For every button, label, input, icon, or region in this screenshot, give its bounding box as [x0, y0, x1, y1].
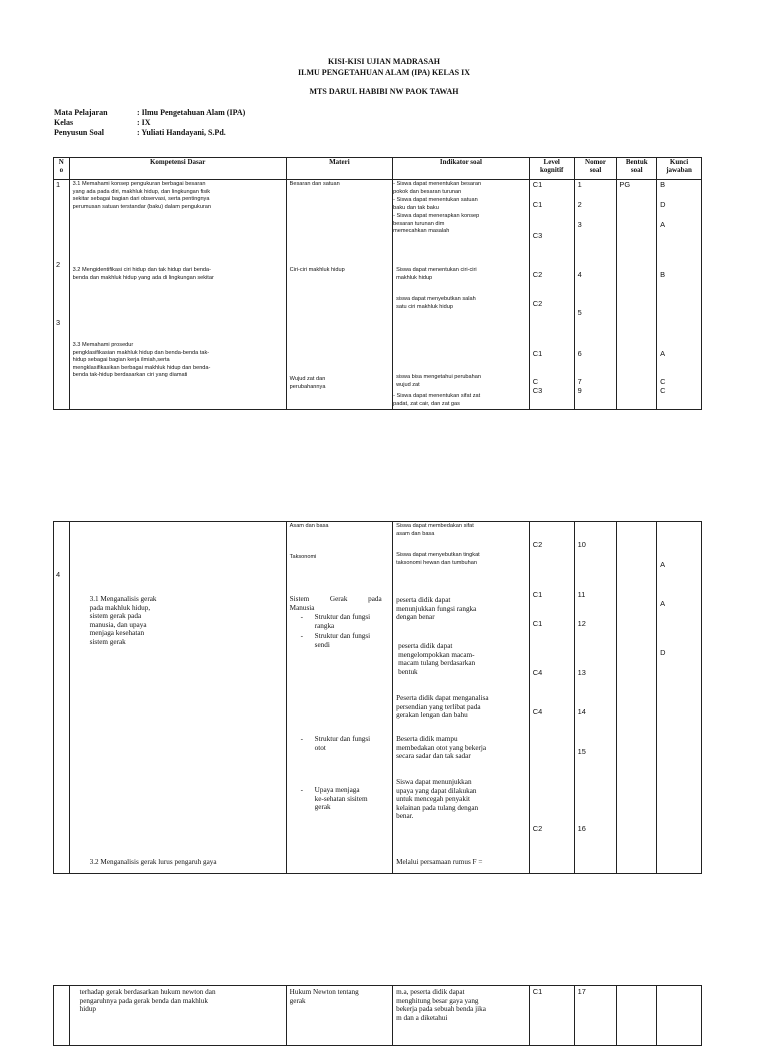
r4-l1: Beserta didik mampu [396, 735, 458, 743]
level-6: C1 [532, 349, 543, 358]
doc-title-1: KISI-KISI UJIAN MADRASAH [327, 57, 440, 66]
col-no [54, 158, 70, 180]
sub1-l2: rangka [314, 621, 335, 630]
kisi-table-2 [53, 521, 702, 874]
indikator-persendian [396, 694, 488, 720]
cell-level [529, 180, 574, 410]
indikator-5 [396, 296, 476, 311]
nomor-11: 11 [577, 590, 586, 599]
kd-3-3 [73, 342, 211, 380]
cell-kd [69, 180, 286, 410]
r3-l1: Peserta didik dapat menganalisa [396, 694, 489, 702]
dash-3: - [300, 735, 304, 743]
r2-l3: macam tulang berdasarkan [398, 659, 476, 668]
r3-l2: persendian yang terlibat pada [396, 702, 481, 711]
kd-newton [80, 988, 216, 1014]
t2-ind2-l1: Siswa dapat menyebutkan tingkat [396, 552, 480, 558]
materi-3 [290, 376, 326, 391]
nomor-10: 10 [577, 540, 586, 549]
level-8: C3 [532, 386, 543, 395]
kd-3-1-l4: perumusan satuan terstandar (baku) dalam pengukuran [72, 203, 212, 210]
ind-1-l2: pokok dan besaran turunan [393, 188, 462, 195]
kd31-l4: manusia, dan upaya [89, 620, 147, 629]
indikator-asam-basa [396, 523, 474, 538]
r1-l1: peserta didik dapat [396, 596, 451, 604]
t3-m-l1: Hukum Newton tentang [289, 988, 359, 996]
ind-7-l1: - Siswa dapat menentukan sifat zat [393, 393, 481, 399]
indikator-rangka [396, 596, 476, 622]
table-row [54, 180, 702, 410]
dash-1: - [300, 613, 304, 621]
level-5: C2 [532, 299, 543, 308]
kisi-table-1 [53, 157, 702, 410]
col-kd: Kompetensi Dasar [69, 158, 286, 180]
materi-1: Besaran dan satuan [289, 181, 340, 187]
kd-3-2-gaya: 3.2 Menganalisis gerak lurus pengaruh gaya [89, 858, 217, 866]
cell-kunci [657, 522, 702, 874]
cell-nomor [574, 180, 617, 410]
meta-label-kelas: Kelas [54, 118, 74, 127]
kunci-a-2: A [660, 599, 665, 608]
meta-label-penyusun: Penyusun Soal [54, 128, 105, 137]
dash-4: - [300, 786, 304, 794]
kunci-2: D [660, 200, 666, 209]
cell-nomor [574, 522, 617, 874]
col-level-b: kognitif [540, 166, 564, 174]
kunci-1: B [660, 180, 665, 189]
col-no-a: N [58, 158, 64, 166]
t2-ind1-l2: asam dan basa [396, 530, 435, 537]
sub4-l2: ke-sehatan sisitem [314, 794, 368, 803]
materi-otot [315, 735, 371, 752]
kd-3-2-l2: benda dan makhluk hidup yang ada di lingkungan sekitar [72, 274, 214, 281]
nomor-2: 2 [577, 200, 582, 209]
ind-5-l1: siswa dapat menyebutkan salah [396, 296, 476, 302]
cell-indikator [393, 522, 530, 874]
r5-l3: untuk mencegah penyakit [396, 795, 470, 804]
kd31-l5: menjaga kesehatan [89, 629, 145, 638]
materi-sendi [315, 632, 371, 649]
table-row [54, 986, 702, 1046]
cell-kd [69, 522, 286, 874]
doc-title-2: ILMU PENGETAHUAN ALAM (IPA) KELAS IX [298, 68, 470, 77]
kd-3-1-l1: 3.1 Memahami konsep pengukuran berbagai besaran [72, 181, 206, 187]
r1-l3: dengan benar [396, 613, 435, 622]
ind-3-l1: - Siswa dapat menerapkan konsep [393, 213, 480, 219]
ind-1-l1: - Siswa dapat menentukan besaran [393, 181, 482, 187]
r1-l2: menunjukkan fungsi rangka [396, 604, 477, 613]
materi-2: Ciri-ciri makhluk hidup [289, 267, 345, 273]
cell-bentuk [617, 986, 657, 1046]
r5-l2: upaya yang dapat dilakukan [396, 786, 477, 795]
kunci-6: A [660, 349, 665, 358]
level-11: C1 [532, 590, 543, 599]
r4-l2: membedakan otot yang bekerja [396, 743, 487, 752]
indikator-7 [393, 393, 480, 408]
kd-3-1-gerak [90, 595, 157, 647]
cell-kunci [657, 986, 702, 1046]
cell-no [54, 522, 70, 874]
indikator-6 [396, 374, 481, 389]
kd-3-3-l3: hidup sebagai bagian kerja ilmiah,serta [72, 357, 170, 364]
cell-level [529, 522, 574, 874]
sg-w3: pada [368, 595, 382, 603]
indikator-2 [393, 197, 478, 212]
col-materi: Materi [286, 158, 392, 180]
sub2-l2: sendi [314, 640, 330, 649]
table-header-row [54, 158, 702, 180]
col-bentuk-b: soal [630, 166, 643, 174]
t3-m-l2: gerak [289, 996, 306, 1005]
kd31-l1: 3.1 Menganalisis gerak [89, 595, 157, 603]
meta-value-kelas: : IX [137, 118, 151, 127]
sistem-gerak-line [290, 595, 382, 604]
ind-6-l1: siswa bisa mengetahui perubahan [396, 374, 481, 380]
kd31-l3: sistem gerak pada [89, 612, 142, 621]
nomor-1: 1 [577, 180, 582, 189]
level-1: C1 [532, 180, 543, 189]
indikator-4 [396, 267, 477, 282]
sub3-l2: otot [314, 743, 326, 752]
cell-level [529, 986, 574, 1046]
r2-l2: mengelompokkan macam- [398, 650, 475, 659]
level-12: C1 [532, 619, 543, 628]
level-10: C2 [532, 540, 543, 549]
kd-3-1-l2: yang ada pada diri, makhluk hidup, dan lingkungan fisik [72, 188, 211, 195]
meta-label-mapel: Mata Pelajaran [54, 108, 108, 117]
col-nomor-b: soal [589, 166, 602, 174]
doc-title-3: MTS DARUL HABIBI NW PAOK TAWAH [309, 87, 459, 96]
kd-3-3-l1: 3.3 Memahami prosedur [72, 342, 134, 348]
materi-newton [290, 988, 359, 1005]
cell-bentuk [617, 522, 657, 874]
no-2: 2 [56, 260, 61, 269]
meta-value-mapel: : Ilmu Pengetahuan Alam (IPA) [137, 108, 246, 117]
materi-3-l2: perubahannya [289, 383, 326, 390]
cell-indikator [393, 986, 530, 1046]
nomor-16: 16 [577, 824, 586, 833]
sub4-l3: gerak [314, 803, 331, 812]
t2-ind2-l2: taksonomi hewan dan tumbuhan [396, 559, 477, 566]
t3-ind-l1: m.a, peserta didik dapat [396, 988, 465, 996]
col-bentuk-a: Bentuk [625, 158, 648, 166]
kd-3-3-l5: benda tak-hidup berdasarkan ciri yang diamati [72, 372, 188, 379]
sg-w1: Sistem [289, 595, 310, 603]
ind-4-l1: Siswa dapat menentukan ciri-ciri [396, 267, 477, 273]
t3-ind-l4: m dan a diketahui [396, 1013, 448, 1022]
kd-3-2-l1: 3.2 Mengidentifikasi ciri hidup dan tak hidup dari benda- [72, 267, 212, 273]
level-16: C2 [532, 824, 543, 833]
r5-l4: kelainan pada tulang dengan [396, 803, 479, 812]
nomor-14: 14 [577, 707, 586, 716]
nomor-6: 6 [577, 349, 582, 358]
kisi-table-3 [53, 985, 702, 1046]
kd31-l2: pada makhluk hidup, [89, 603, 151, 612]
nomor-4: 4 [577, 270, 582, 279]
r4-l3: secara sadar dan tak sadar [396, 752, 471, 761]
cell-indikator [393, 180, 530, 410]
indikator-upaya [396, 778, 478, 821]
t2-ind1-l1: Siswa dapat membedakan sifat [396, 523, 474, 529]
r2-l1: peserta didik dapat [398, 642, 453, 650]
nomor-17: 17 [577, 987, 586, 996]
kd-3-3-l4: mengklasifikasikan berbagai makhluk hidup dan benda- [72, 364, 211, 371]
level-17: C1 [532, 987, 543, 996]
col-level [529, 158, 574, 180]
cell-kunci [657, 180, 702, 410]
r5-l5: benar. [396, 812, 414, 821]
ind-3-l2: besaran turunan dim [393, 220, 445, 227]
no-1: 1 [56, 180, 61, 189]
kd31-l6: sistem gerak [89, 637, 126, 646]
ind-2-l2: baku dan tak baku [393, 204, 439, 211]
cell-nomor [574, 986, 617, 1046]
sub1-l1: Struktur dan fungsi [314, 613, 371, 621]
bentuk-1: PG [619, 180, 631, 189]
indikator-rumus: Melalui persamaan rumus F = [396, 858, 483, 866]
nomor-12: 12 [577, 619, 586, 628]
ind-4-l2: makhluk hidup [396, 274, 433, 281]
level-4: C2 [532, 270, 543, 279]
nomor-3: 3 [577, 220, 582, 229]
cell-materi [286, 986, 392, 1046]
cell-no [54, 180, 70, 410]
t3-ind-l2: menghitung besar gaya yang [396, 996, 479, 1005]
ind-6-l2: wujud zat [396, 381, 420, 388]
kunci-3: A [660, 220, 665, 229]
kd-3-1-l3: sekitar sebagai bagian dari observasi, serta pentingnya [72, 196, 210, 203]
col-indikator: Indikator soal [393, 158, 530, 180]
t3-kd-l3: hidup [79, 1005, 97, 1014]
sub2-l1: Struktur dan fungsi [314, 632, 371, 640]
t3-kd-l2: pengaruhnya pada gerak benda dan makhluk [79, 996, 208, 1005]
materi-upaya [315, 786, 368, 812]
materi-3-l1: Wujud zat dan [289, 376, 326, 382]
kunci-a-1: A [660, 560, 665, 569]
col-level-a: Level [543, 158, 560, 166]
col-no-b: o [59, 166, 64, 174]
cell-materi [286, 180, 392, 410]
t3-ind-l3: bekerja pada sebuah benda jika [396, 1005, 486, 1014]
indikator-3 [393, 213, 479, 236]
kunci-7: C [660, 377, 666, 386]
col-kunci-a: Kunci [669, 158, 689, 166]
cell-kd [69, 986, 286, 1046]
nomor-15: 15 [577, 747, 586, 756]
ind-3-l3: memecahkan masalah [393, 228, 450, 235]
cell-materi [286, 522, 392, 874]
cell-bentuk [617, 180, 657, 410]
kunci-d: D [660, 648, 666, 657]
sg-w4: Manusia [289, 603, 315, 612]
nomor-5: 5 [577, 308, 582, 317]
kd-3-1 [73, 181, 211, 211]
level-7: C [532, 377, 539, 386]
t3-kd-l1: terhadap gerak berdasarkan hukum newton dan [79, 988, 216, 996]
r3-l3: gerakan lengan dan bahu [396, 711, 468, 720]
dash-2: - [300, 632, 304, 640]
col-kunci [657, 158, 702, 180]
col-bentuk [617, 158, 657, 180]
no-3: 3 [56, 318, 61, 327]
kunci-4: B [660, 270, 665, 279]
kd-3-2 [73, 267, 214, 282]
materi-sistem-gerak [290, 595, 382, 612]
col-kunci-b: jawaban [666, 166, 692, 174]
kunci-9: C [660, 386, 666, 395]
sub4-l1: Upaya menjaga [314, 786, 360, 794]
materi-rangka [315, 613, 371, 630]
ind-7-l2: padat, zat cair, dan zat gas [393, 400, 460, 407]
ind-2-l1: - Siswa dapat menentukan satuan [393, 197, 478, 203]
r2-l4: bentuk [398, 667, 418, 676]
table-row [54, 522, 702, 874]
materi-taksonomi: Taksonomi [289, 554, 317, 560]
indikator-1 [393, 181, 481, 196]
indikator-otot [396, 735, 486, 761]
cell-no [54, 986, 70, 1046]
nomor-7: 7 [577, 377, 582, 386]
materi-asam-basa: Asam dan basa [289, 523, 329, 529]
nomor-9: 9 [577, 386, 582, 395]
no-4: 4 [56, 570, 61, 579]
indikator-gaya [396, 988, 486, 1022]
level-2: C1 [532, 200, 543, 209]
r5-l1: Siswa dapat menunjukkan [396, 778, 472, 786]
level-13: C4 [532, 668, 543, 677]
ind-5-l2: satu ciri makhluk hidup [396, 303, 453, 310]
kd-3-3-l2: pengklasifikasian makhluk hidup dan benda-benda tak- [72, 349, 210, 356]
level-3: C3 [532, 231, 543, 240]
col-nomor-a: Nomor [585, 158, 607, 166]
indikator-tulang [398, 642, 475, 676]
indikator-taksonomi [396, 552, 480, 567]
level-14: C4 [532, 707, 543, 716]
col-nomor [574, 158, 617, 180]
sub3-l1: Struktur dan fungsi [314, 735, 371, 743]
nomor-13: 13 [577, 668, 586, 677]
sg-w2: Gerak [329, 595, 348, 603]
meta-value-penyusun: : Yuliati Handayani, S.Pd. [137, 128, 226, 137]
